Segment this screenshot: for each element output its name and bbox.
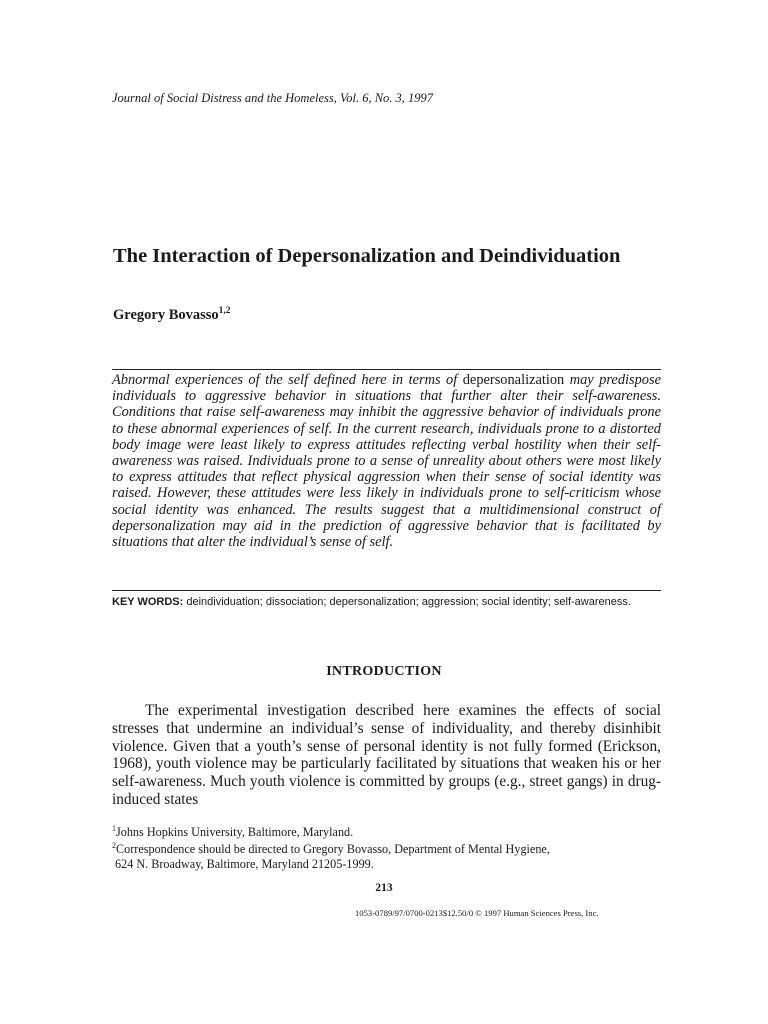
abstract-bottom-rule <box>112 590 661 591</box>
footnote-mark: 2 <box>112 841 116 851</box>
abstract-top-rule <box>112 369 661 370</box>
page-number: 213 <box>375 882 393 894</box>
article-title: The Interaction of Depersonalization and Deindividuation <box>113 245 621 267</box>
footnotes <box>112 822 661 871</box>
author-affiliation-marks: 1,2 <box>218 306 231 316</box>
abstract-body: may predispose individuals to aggressive behavior in situations that further alter their self-awareness. Conditions that raise self-awareness may inhibit the aggressive behavior of individuals prone to these abnormal experiences of self. In the current research, individuals prone to a distorted body image were least likely to express attitudes reflecting verbal hostility when their self-awareness was raised. Individuals prone to a sense of unreality about others were most likely to express attitudes that reflect physical aggression when their sense of social identity was raised. However, these attitudes were less likely in individuals prone to self-criticism whose social identity was enhanced. The results suggest that a multidimensional construct of depersonalization may aid in the prediction of aggressive behavior that is facilitated by situations that alter the individual’s sense of self. <box>112 372 661 551</box>
author-line <box>113 306 231 324</box>
introduction-heading: INTRODUCTION <box>326 664 442 679</box>
introduction-paragraph: The experimental investigation described here examines the effects of social stresses that undermine an individual’s sense of individuality, and thereby disinhibit violence. Given that a youth’s sense of personal identity is not fully formed (Erickson, 1968), youth violence may be particularly facilitated by situations that weaken his or her self-awareness. Much youth violence is committed by groups (e.g., street gangs) in drug-induced states <box>112 702 661 808</box>
footnote-text: Correspondence should be directed to Gregory Bovasso, Department of Mental Hygiene, <box>116 842 550 857</box>
abstract-term: depersonalization <box>462 372 565 388</box>
footnote-continuation: 624 N. Broadway, Baltimore, Maryland 21205-1999. <box>115 856 374 871</box>
footnote-1 <box>112 822 661 839</box>
footnote-2 <box>112 839 661 871</box>
abstract <box>112 372 661 550</box>
author-name: Gregory Bovasso <box>113 306 219 323</box>
footnote-mark: 1 <box>112 824 116 833</box>
abstract-lead: Abnormal experiences of the self defined here in terms of <box>112 372 458 388</box>
keywords-text: deindividuation; dissociation; depersonalization; aggression; social identity; self-awareness. <box>186 596 631 608</box>
footnote-text: Johns Hopkins University, Baltimore, Maryland. <box>116 825 354 840</box>
journal-header: Journal of Social Distress and the Homeless, Vol. 6, No. 3, 1997 <box>112 91 434 105</box>
keywords <box>112 596 661 610</box>
copyright-line: 1053-0789/97/0700-0213$12.50/0 © 1997 Human Sciences Press, Inc. <box>355 908 599 918</box>
keywords-label: KEY WORDS: <box>112 596 184 608</box>
